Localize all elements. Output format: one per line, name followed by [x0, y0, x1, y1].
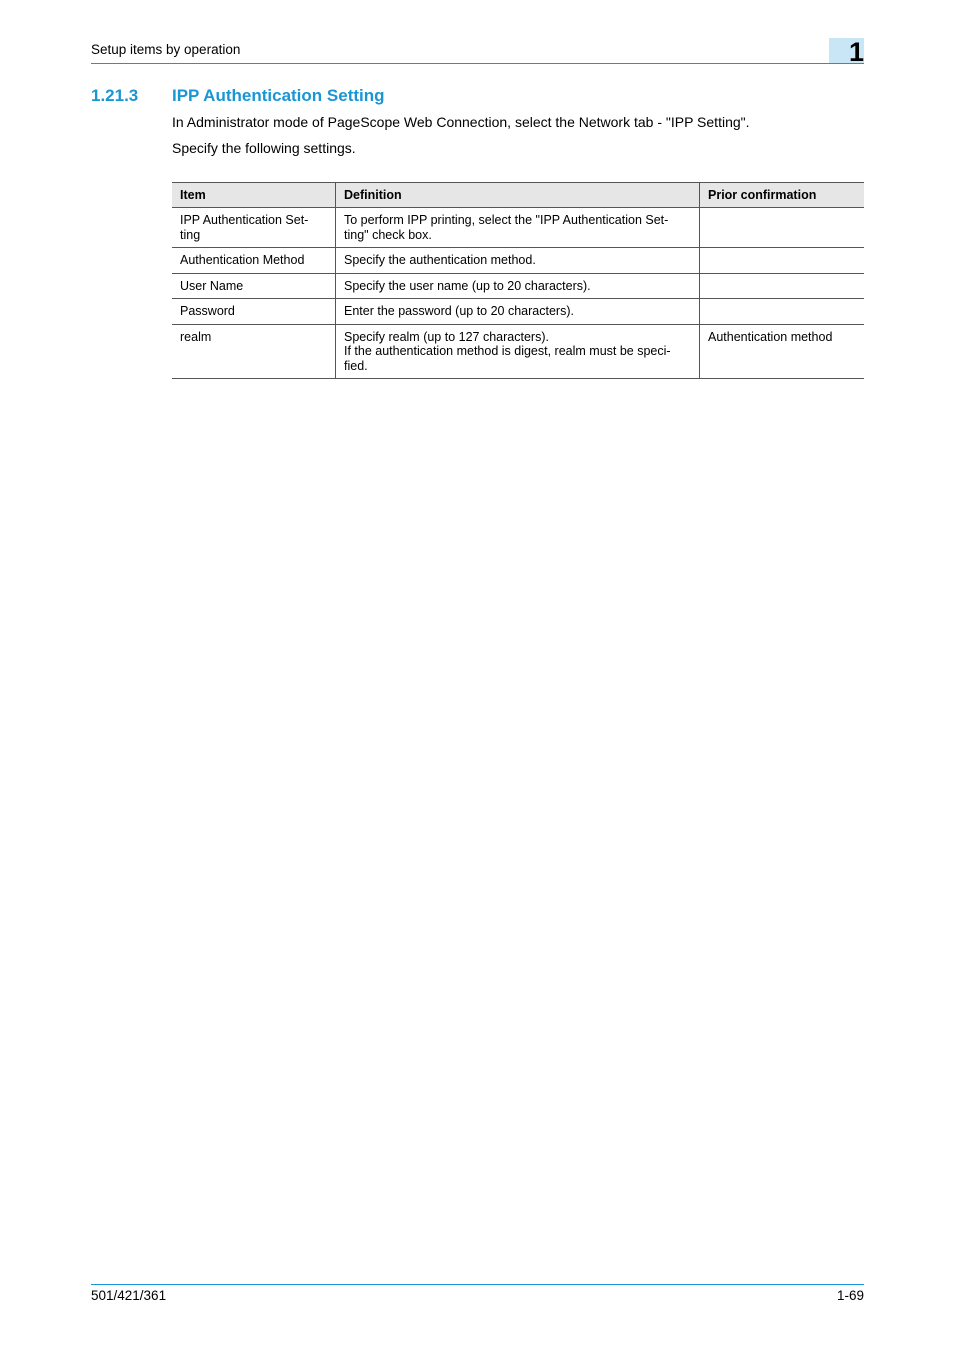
table-header-row	[172, 183, 864, 208]
cell-item-line: Authentication Method	[180, 253, 305, 267]
table-row	[172, 324, 864, 379]
column-header-item: Item	[172, 183, 336, 208]
cell-prior-confirmation	[700, 273, 865, 299]
section-number: 1.21.3	[91, 86, 139, 105]
cell-item	[172, 299, 336, 325]
cell-item-line: User Name	[180, 278, 244, 293]
table-row	[172, 299, 864, 325]
cell-definition-line: Specify the user name (up to 20 characters).	[344, 278, 591, 293]
cell-prior-confirmation: Authentication method	[700, 324, 865, 379]
intro-settings-note: Specify the following settings.	[172, 140, 356, 156]
column-header-prior-confirmation: Prior confirmation	[700, 183, 865, 208]
cell-item	[172, 248, 336, 274]
table-row	[172, 248, 864, 274]
settings-table	[172, 182, 864, 379]
cell-definition	[336, 299, 700, 325]
table-row	[172, 273, 864, 299]
cell-prior-confirmation	[700, 208, 865, 248]
cell-definition-line: Specify the authentication method.	[344, 253, 536, 267]
cell-item-line: IPP Authentication Set-	[180, 213, 309, 227]
cell-item	[172, 208, 336, 248]
cell-item	[172, 273, 336, 299]
footer-divider	[91, 1284, 864, 1285]
cell-definition-line: To perform IPP printing, select the "IPP Authentication Set-	[344, 213, 669, 227]
cell-definition	[336, 324, 700, 379]
footer-page-number: 1-69	[836, 1288, 864, 1303]
cell-definition	[336, 208, 700, 248]
intro-instruction: In Administrator mode of PageScope Web Connection, select the Network tab - "IPP Setting".	[172, 114, 750, 130]
cell-definition-line: fied.	[344, 358, 368, 373]
chapter-number: 1	[848, 37, 864, 67]
cell-item	[172, 324, 336, 379]
header-divider	[91, 63, 864, 64]
cell-definition-line: Specify realm (up to 127 characters).	[344, 329, 549, 344]
cell-definition	[336, 273, 700, 299]
cell-prior-confirmation	[700, 299, 865, 325]
cell-definition-line: If the authentication method is digest, realm must be speci-	[344, 344, 671, 358]
table-body	[172, 208, 864, 379]
cell-item-line: Password	[180, 304, 235, 318]
section-title: IPP Authentication Setting	[172, 86, 385, 105]
running-header: Setup items by operation	[91, 42, 241, 57]
footer-model: 501/421/361	[91, 1288, 167, 1303]
chapter-number-tab	[829, 37, 864, 67]
cell-definition	[336, 248, 700, 274]
column-header-definition: Definition	[336, 183, 700, 208]
cell-definition-line: ting" check box.	[344, 227, 432, 242]
cell-item-line: realm	[180, 329, 212, 344]
table-row	[172, 208, 864, 248]
cell-item-line: ting	[180, 227, 201, 242]
cell-definition-line: Enter the password (up to 20 characters).	[344, 304, 574, 318]
cell-prior-confirmation	[700, 248, 865, 274]
